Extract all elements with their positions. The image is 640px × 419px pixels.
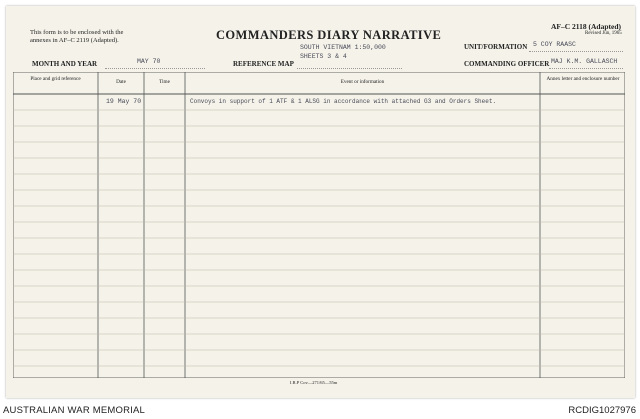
record-id: RCDIG1027976 [568,405,636,416]
unit-formation-line [529,51,623,52]
diary-table-grid [13,72,625,378]
enclose-note: This form is to be enclosed with the annexes in AF–C 2119 (Adapted). [30,29,124,44]
revised-date: Revised Jun, 1965 [585,31,622,36]
unit-formation-value: 5 COY RAASC [533,41,576,48]
table-row-date: 19 May 70 [106,98,142,105]
col-header-place: Place and grid reference [30,76,81,82]
month-year-line [105,68,205,69]
reference-map-label: REFERENCE MAP [233,60,294,68]
col-header-date: Date [116,79,126,85]
col-header-annex: Annex letter and enclosure number [546,76,620,82]
reference-map-line [297,68,402,69]
archive-name: AUSTRALIAN WAR MEMORIAL [3,405,146,416]
commanding-officer-label: COMMANDING OFFICER [464,60,550,68]
commanding-officer-value: MAJ K.M. GALLASCH [551,58,618,65]
unit-formation-label: UNIT/FORMATION [464,43,528,51]
form-title: COMMANDERS DIARY NARRATIVE [216,28,442,42]
printer-note: I.R.P Cov—271/65—55m [290,380,338,385]
commanding-officer-line [549,68,623,69]
reference-map-value-2: SHEETS 3 & 4 [300,53,347,60]
form-code: AF–C 2118 (Adapted) [551,22,622,31]
month-year-label: MONTH AND YEAR [32,60,98,68]
table-row-event: Convoys in support of 1 ATF & 1 ALSG in accordance with attached G3 and Orders Sheet. [190,98,497,105]
month-year-value: MAY 70 [137,58,161,65]
reference-map-value-1: SOUTH VIETNAM 1:50,000 [300,44,386,51]
col-header-time: Time [159,79,170,85]
col-header-event: Event or information [340,79,385,85]
